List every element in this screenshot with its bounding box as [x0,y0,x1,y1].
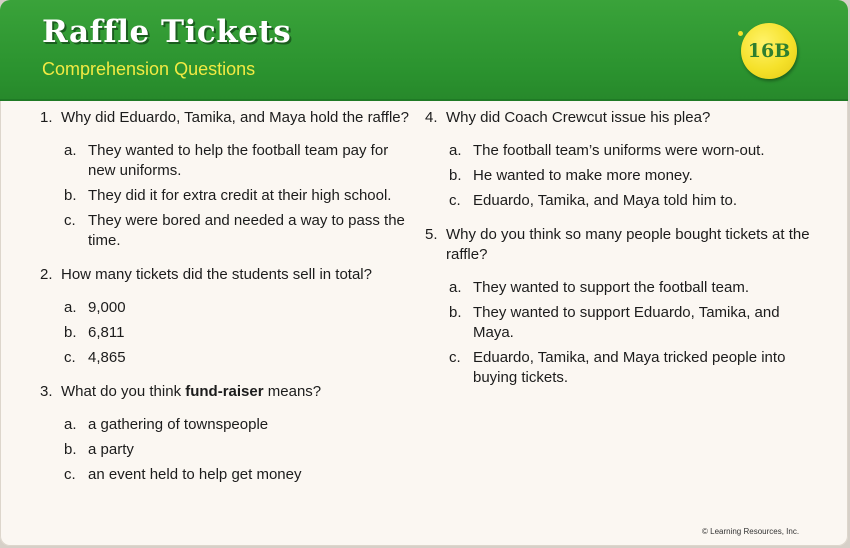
question-text: Why did Coach Crewcut issue his plea? [446,109,711,126]
question-number: 2. [40,266,53,283]
answer-option [40,323,415,343]
answer-option [425,191,815,211]
option-text: 6,811 [88,324,125,341]
answer-option [40,186,415,206]
answer-option [40,465,415,485]
option-text: They were bored and needed a way to pass the time. [88,212,405,249]
option-text: They did it for extra credit at their high school. [88,187,392,204]
answer-option [40,415,415,435]
option-letter: b. [64,187,77,204]
copyright-notice: © Learning Resources, Inc. [702,527,800,536]
answer-option [40,141,415,181]
option-text: The football team’s uniforms were worn-out. [473,142,765,159]
card-number: 16B [747,40,791,62]
question-text-start: What do you think [61,383,186,400]
answer-option [425,348,815,388]
option-letter: a. [449,142,462,159]
badge-dot-decoration [738,31,743,36]
answer-option [40,348,415,368]
answer-option [425,278,815,298]
option-text: They wanted to support the football team. [473,279,749,296]
option-letter: a. [64,299,77,316]
option-letter: b. [64,324,77,341]
answer-option [40,440,415,460]
question-number: 5. [425,226,438,243]
option-text: He wanted to make more money. [473,167,693,184]
question-number: 3. [40,383,53,400]
question-3 [40,382,415,485]
question-text: How many tickets did the students sell in total? [61,266,372,283]
card-subtitle: Comprehension Questions [42,59,256,79]
option-text: a gathering of townspeople [88,416,269,433]
option-text: an event held to help get money [88,466,302,483]
option-letter: a. [64,416,77,433]
option-letter: a. [64,142,77,159]
question-5 [425,225,815,388]
question-number: 1. [40,109,53,126]
answer-option [425,141,815,161]
option-letter: c. [449,349,461,366]
question-text [61,382,415,402]
vocabulary-term: fund-raiser [185,383,264,400]
option-text: Eduardo, Tamika, and Maya tricked people into buying tickets. [473,349,786,386]
answer-option [40,298,415,318]
answer-option [425,303,815,343]
card-header [0,0,848,101]
option-text: Eduardo, Tamika, and Maya told him to. [473,192,738,209]
answer-option [40,211,415,251]
question-2 [40,265,415,368]
questions-left-column [40,108,415,499]
question-number: 4. [425,109,438,126]
option-text: 4,865 [88,349,126,366]
option-text: a party [88,441,134,458]
answer-option [425,166,815,186]
option-letter: c. [64,466,76,483]
option-letter: b. [64,441,77,458]
question-text-end: means? [263,383,322,400]
option-letter: b. [449,304,462,321]
option-letter: a. [449,279,462,296]
questions-right-column [425,108,815,402]
option-text: They wanted to help the football team pay for new uniforms. [88,142,389,179]
option-text: They wanted to support Eduardo, Tamika, and Maya. [473,304,780,341]
question-4 [425,108,815,211]
card-number-badge [741,23,797,79]
option-letter: c. [64,212,76,229]
option-letter: c. [64,349,76,366]
option-letter: b. [449,167,462,184]
question-text: Why do you think so many people bought tickets at the raffle? [446,226,810,263]
option-text: 9,000 [88,299,126,316]
question-text: Why did Eduardo, Tamika, and Maya hold the raffle? [61,109,409,126]
option-letter: c. [449,192,461,209]
card-title: Raffle Tickets [42,14,292,50]
question-1 [40,108,415,251]
